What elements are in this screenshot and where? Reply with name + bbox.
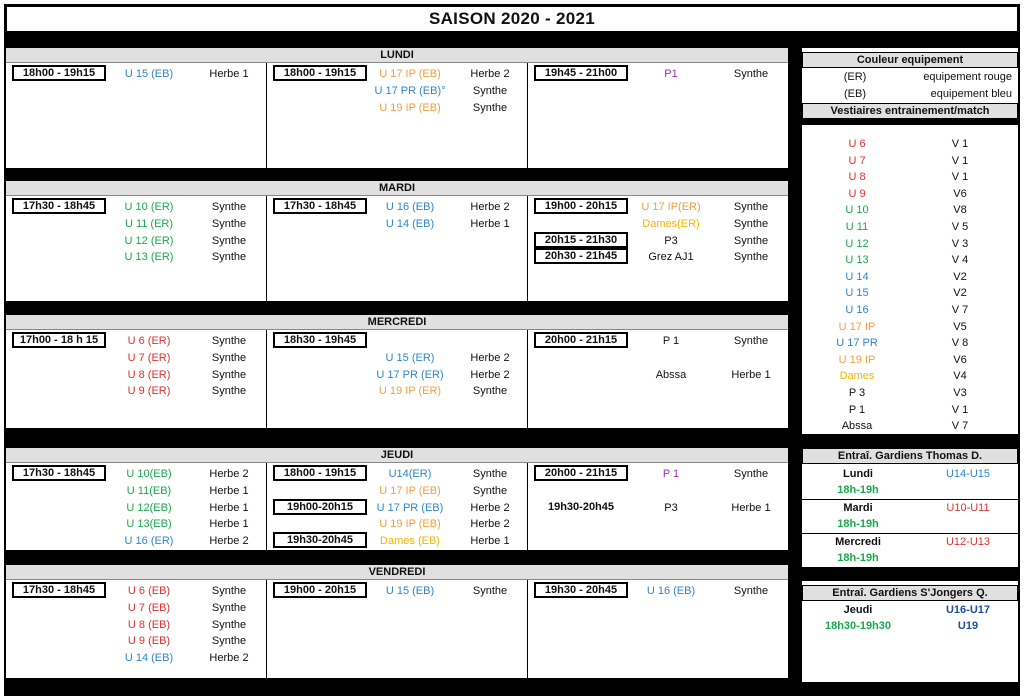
vestiaire-room: V4 — [953, 370, 967, 383]
vestiaire-row — [802, 352, 1018, 368]
gk-day: Mercredi — [835, 536, 881, 548]
vestiaire-team: U 8 — [848, 171, 866, 184]
day-block-mercredi — [6, 315, 788, 428]
gk-time: 18h-19h — [837, 518, 879, 530]
equipment-label: equipement bleu — [930, 88, 1012, 100]
pitch-label: Herbe 1 — [470, 535, 510, 548]
equipment-header: Couleur equipement — [802, 52, 1018, 68]
pitch-label: Herbe 1 — [209, 484, 249, 497]
time-slot: 18h30 - 19h45 — [273, 332, 367, 348]
pitch-label: Herbe 2 — [470, 501, 510, 514]
team-label: U 16 (ER) — [124, 535, 174, 548]
pitch-label: Herbe 1 — [470, 217, 510, 230]
goalkeeper-1-row — [802, 534, 1018, 550]
team-label: Dames (EB) — [380, 535, 440, 548]
vestiaires-band — [802, 119, 1018, 125]
team-label: U 13(EB) — [126, 518, 172, 531]
day-block-mardi — [6, 181, 788, 301]
vestiaire-room: V2 — [953, 287, 967, 300]
team-label: U 6 (EB) — [127, 585, 171, 597]
gk-teams-2: U19 — [957, 620, 979, 632]
equipment-row — [802, 86, 1018, 102]
pitch-label: Synthe — [211, 585, 247, 597]
vestiaire-room: V 1 — [951, 154, 969, 167]
vestiaire-team: U 12 — [845, 237, 869, 250]
pitch-label: Herbe 2 — [209, 468, 249, 480]
time-slot: 17h00 - 18 h 15 — [12, 332, 106, 348]
team-label: U14(ER) — [388, 468, 432, 480]
time-slot: 20h15 - 21h30 — [534, 232, 628, 248]
pitch-label: Synthe — [211, 201, 247, 213]
day-column-c3 — [527, 463, 788, 550]
vestiaire-team: U 17 IP — [838, 320, 876, 333]
day-column-c2 — [266, 330, 527, 428]
gk-teams: U10-U11 — [946, 502, 990, 514]
day-column-c1 — [6, 580, 266, 678]
page-title: SAISON 2020 - 2021 — [6, 6, 1018, 32]
vestiaire-team: U 19 IP — [838, 353, 876, 366]
vestiaire-room: V3 — [953, 387, 967, 399]
team-label: U 16 (EB) — [646, 585, 696, 597]
day-column-c3 — [527, 63, 788, 168]
gk-day: Mardi — [843, 502, 873, 514]
pitch-label: Synthe — [211, 618, 247, 631]
team-label: P1 — [664, 68, 678, 80]
pitch-label: Synthe — [211, 234, 247, 247]
goalkeeper-2-time-row — [802, 618, 1018, 634]
vestiaire-row — [802, 335, 1018, 351]
vestiaire-team: U 6 — [848, 138, 866, 150]
pitch-label: Herbe 2 — [470, 351, 510, 364]
day-header: MERCREDI — [6, 315, 788, 330]
team-label: U 19 IP (EB) — [379, 101, 441, 114]
goalkeeper-1-time-row — [802, 550, 1018, 566]
team-label: U 12(EB) — [126, 501, 172, 514]
time-slot: 17h30 - 18h45 — [12, 582, 106, 598]
team-label: U 19 IP (ER) — [378, 385, 442, 398]
day-column-c3 — [527, 196, 788, 301]
gk-teams: U16-U17 — [945, 604, 991, 616]
team-label: U 7 (ER) — [127, 351, 171, 364]
pitch-label: Synthe — [211, 385, 247, 398]
team-label: U 17 PR (EB)° — [374, 84, 446, 97]
team-label: U 14 (EB) — [124, 652, 174, 665]
vestiaire-team: Dames — [839, 370, 875, 383]
team-label: U 6 (ER) — [127, 335, 171, 347]
equipment-code: (EB) — [844, 88, 866, 100]
team-label: Grez AJ1 — [648, 251, 694, 264]
pitch-label: Herbe 1 — [731, 501, 771, 514]
vestiaire-team: U 10 — [845, 204, 869, 217]
gk-time: 18h-19h — [837, 552, 879, 564]
day-header: MARDI — [6, 181, 788, 196]
vestiaire-team: U 17 PR — [836, 337, 878, 350]
vestiaire-row — [802, 302, 1018, 318]
gk-day: Jeudi — [843, 604, 873, 616]
team-label: P3 — [664, 234, 678, 247]
team-label: U 15 (ER) — [385, 351, 435, 364]
pitch-label: Herbe 1 — [209, 518, 249, 531]
time-slot: 19h30-20h45 — [534, 499, 628, 515]
vestiaire-team: U 11 — [845, 221, 869, 233]
vestiaire-room: V 1 — [951, 171, 969, 184]
day-block-vendredi — [6, 565, 788, 678]
pitch-label: Herbe 2 — [470, 368, 510, 381]
time-slot: 18h00 - 19h15 — [273, 465, 367, 481]
day-column-c3 — [527, 580, 788, 678]
team-label: U 17 IP (EB) — [379, 484, 441, 497]
team-label: U 11 (ER) — [124, 217, 174, 230]
time-slot: 19h45 - 21h00 — [534, 65, 628, 81]
pitch-label: Herbe 2 — [470, 68, 510, 80]
pitch-label: Synthe — [211, 601, 247, 614]
vestiaire-row — [802, 269, 1018, 285]
day-column-c2 — [266, 463, 527, 550]
gk-band — [802, 434, 1018, 448]
vestiaire-row — [802, 219, 1018, 235]
gk-day: Lundi — [843, 468, 873, 480]
time-slot: 17h30 - 18h45 — [12, 198, 106, 214]
day-column-c1 — [6, 63, 266, 168]
vestiaire-team: Abssa — [841, 420, 873, 433]
day-header: VENDREDI — [6, 565, 788, 580]
day-column-c3 — [527, 330, 788, 428]
team-label: U 17 IP(ER) — [641, 201, 701, 213]
gk-time: 18h30-19h30 — [824, 620, 892, 632]
vestiaire-room: V5 — [953, 320, 967, 333]
time-slot: 19h00 - 20h15 — [534, 198, 628, 214]
goalkeeper-1-time-row — [802, 516, 1018, 532]
time-slot: 20h30 - 21h45 — [534, 248, 628, 264]
pitch-label: Synthe — [733, 234, 769, 247]
vestiaire-room: V 8 — [951, 337, 969, 350]
vestiaire-room: V 7 — [951, 420, 969, 433]
time-slot: 20h00 - 21h15 — [534, 332, 628, 348]
team-label: U 15 (EB) — [385, 585, 435, 597]
pitch-label: Herbe 1 — [209, 501, 249, 514]
team-label: U 12 (ER) — [124, 234, 174, 247]
time-slot: 18h00 - 19h15 — [273, 65, 367, 81]
pitch-label: Synthe — [211, 251, 247, 264]
vestiaire-room: V 5 — [951, 221, 969, 233]
pitch-label: Synthe — [733, 335, 769, 347]
pitch-label: Synthe — [733, 68, 769, 80]
pitch-label: Synthe — [472, 484, 508, 497]
vestiaire-row — [802, 385, 1018, 401]
side-panel — [802, 48, 1018, 682]
team-label: U 15 (EB) — [124, 68, 174, 80]
pitch-label: Synthe — [211, 217, 247, 230]
goalkeeper-1-row — [802, 466, 1018, 482]
pitch-label: Synthe — [211, 335, 247, 347]
vestiaire-row — [802, 136, 1018, 152]
vestiaire-room: V 3 — [951, 237, 969, 250]
pitch-label: Synthe — [733, 468, 769, 480]
goalkeeper-1-time-row — [802, 482, 1018, 498]
time-slot: 20h00 - 21h15 — [534, 465, 628, 481]
vestiaire-row — [802, 418, 1018, 434]
day-header: JEUDI — [6, 448, 788, 463]
vestiaire-team: U 14 — [845, 270, 869, 283]
day-column-c2 — [266, 63, 527, 168]
pitch-label: Synthe — [733, 585, 769, 597]
team-label: U 8 (ER) — [127, 368, 171, 381]
vestiaire-team: U 16 — [845, 304, 869, 316]
day-column-c1 — [6, 196, 266, 301]
team-label: U 9 (ER) — [127, 385, 171, 398]
vestiaire-room: V 7 — [951, 304, 969, 316]
pitch-label: Herbe 1 — [731, 368, 771, 381]
vestiaire-team: U 7 — [848, 154, 866, 167]
equipment-label: equipement rouge — [923, 71, 1012, 83]
vestiaire-row — [802, 202, 1018, 218]
team-label: U 16 (EB) — [385, 201, 435, 213]
team-label: U 7 (EB) — [127, 601, 171, 614]
pitch-label: Synthe — [211, 351, 247, 364]
vestiaire-room: V6 — [953, 353, 967, 366]
vestiaire-row — [802, 402, 1018, 418]
vestiaire-row — [802, 236, 1018, 252]
vestiaire-team: U 9 — [848, 187, 866, 200]
team-label: P 1 — [662, 335, 680, 347]
gk-teams: U12-U13 — [945, 536, 991, 548]
pitch-label: Synthe — [211, 635, 247, 648]
team-label: U 8 (EB) — [127, 618, 171, 631]
vestiaire-room: V 1 — [951, 403, 969, 416]
vestiaire-room: V2 — [953, 270, 967, 283]
time-slot: 19h30 - 20h45 — [534, 582, 628, 598]
team-label: U 14 (EB) — [385, 217, 435, 230]
pitch-label: Synthe — [472, 385, 508, 398]
pitch-label: Synthe — [733, 201, 769, 213]
gk-teams: U14-U15 — [945, 468, 991, 480]
gk-time: 18h-19h — [837, 484, 879, 496]
team-label: P 1 — [662, 468, 680, 480]
vestiaire-room: V 1 — [951, 138, 969, 150]
vestiaire-row — [802, 368, 1018, 384]
schedule-sheet — [4, 4, 1020, 696]
team-label: U 19 IP (EB) — [379, 518, 441, 531]
day-column-c2 — [266, 196, 527, 301]
team-label: U 13 (ER) — [124, 251, 174, 264]
day-block-lundi — [6, 48, 788, 168]
pitch-label: Herbe 2 — [209, 652, 249, 665]
pitch-label: Herbe 1 — [209, 68, 249, 80]
pitch-label: Herbe 2 — [470, 201, 510, 213]
vestiaire-team: P 3 — [848, 387, 866, 399]
vestiaire-team: U 13 — [845, 254, 869, 267]
pitch-label: Synthe — [472, 468, 508, 480]
day-column-c2 — [266, 580, 527, 678]
pitch-label: Synthe — [733, 251, 769, 264]
pitch-label: Synthe — [211, 368, 247, 381]
time-slot: 18h00 - 19h15 — [12, 65, 106, 81]
team-label: U 10(EB) — [126, 468, 172, 480]
vestiaire-row — [802, 252, 1018, 268]
vestiaire-row — [802, 186, 1018, 202]
pitch-label: Herbe 2 — [470, 518, 510, 531]
day-column-c1 — [6, 463, 266, 550]
equipment-row — [802, 69, 1018, 85]
vestiaire-team: P 1 — [848, 403, 866, 416]
vestiaire-row — [802, 169, 1018, 185]
team-label: Dames(ER) — [642, 217, 700, 230]
pitch-label: Synthe — [472, 84, 508, 97]
team-label: Abssa — [655, 368, 687, 381]
goalkeeper-1-header: Entraî. Gardiens Thomas D. — [802, 448, 1018, 464]
vestiaire-row — [802, 285, 1018, 301]
time-slot: 17h30 - 18h45 — [12, 465, 106, 481]
goalkeeper-1-row — [802, 500, 1018, 516]
equipment-code: (ER) — [843, 71, 867, 83]
goalkeeper-2-header: Entraî. Gardiens S'Jongers Q. — [802, 585, 1018, 601]
goalkeeper-2-row — [802, 602, 1018, 618]
vestiaire-room: V6 — [953, 187, 967, 200]
pitch-label: Herbe 2 — [209, 535, 249, 548]
team-label: U 17 PR (EB) — [376, 501, 444, 514]
pitch-label: Synthe — [733, 217, 769, 230]
vestiaire-room: V 4 — [951, 254, 969, 267]
time-slot: 17h30 - 18h45 — [273, 198, 367, 214]
day-header: LUNDI — [6, 48, 788, 63]
team-label: U 9 (EB) — [127, 635, 171, 648]
vestiaire-row — [802, 319, 1018, 335]
team-label: U 17 IP (EB) — [379, 68, 441, 80]
time-slot: 19h30-20h45 — [273, 532, 367, 548]
vestiaire-team: U 15 — [845, 287, 869, 300]
gk2-band — [802, 567, 1018, 581]
team-label: P3 — [664, 501, 678, 514]
team-label: U 11(EB) — [126, 484, 172, 497]
pitch-label: Synthe — [472, 585, 508, 597]
vestiaires-header: Vestiaires entrainement/match — [802, 103, 1018, 119]
team-label: U 10 (ER) — [124, 201, 174, 213]
vestiaire-row — [802, 153, 1018, 169]
team-label: U 17 PR (ER) — [376, 368, 444, 381]
day-block-jeudi — [6, 448, 788, 550]
day-column-c1 — [6, 330, 266, 428]
vestiaire-room: V8 — [953, 204, 967, 217]
time-slot: 19h00-20h15 — [273, 499, 367, 515]
time-slot: 19h00 - 20h15 — [273, 582, 367, 598]
pitch-label: Synthe — [472, 101, 508, 114]
